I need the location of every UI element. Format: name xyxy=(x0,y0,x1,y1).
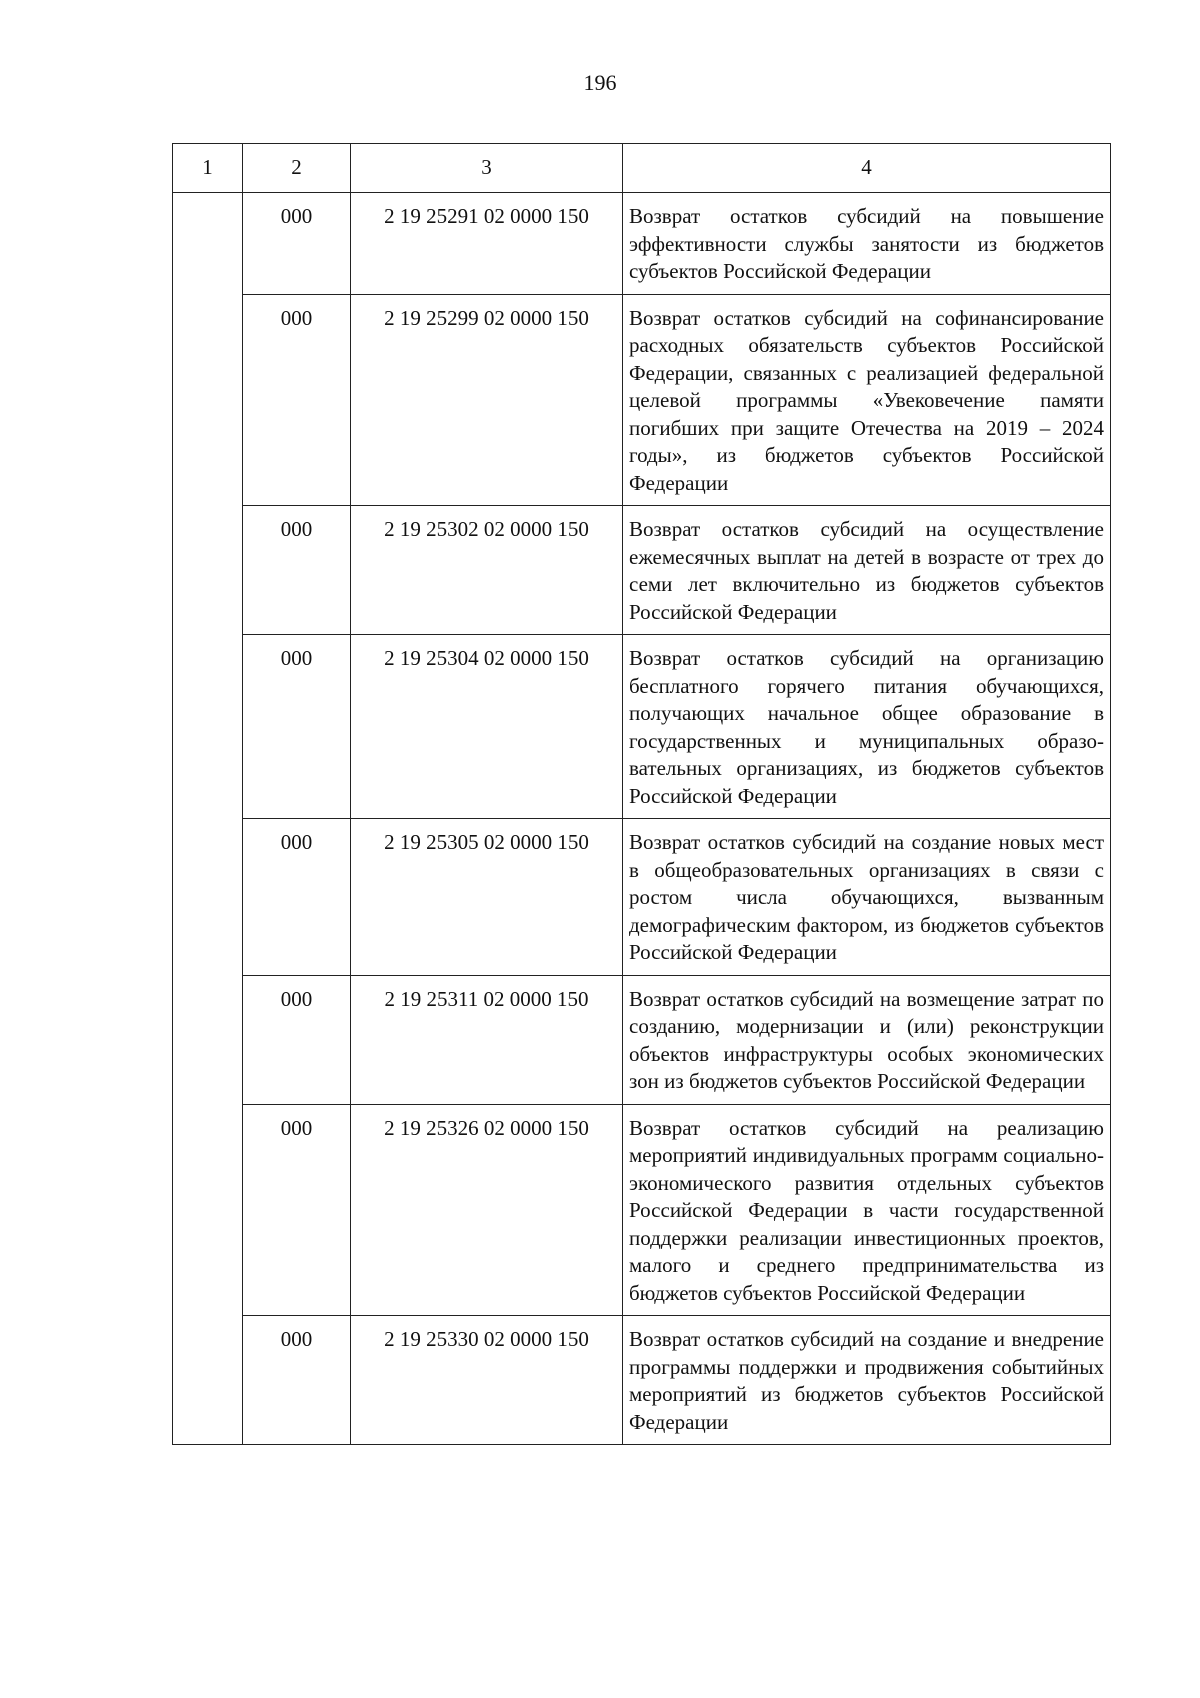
description-cell: Возврат остатков субсидий на повышение эффективности службы занятости из бюджетов субъектов Российской Федерации xyxy=(623,193,1111,295)
admin-code-cell: 000 xyxy=(243,506,351,635)
admin-code-cell: 000 xyxy=(243,635,351,819)
admin-code-cell: 000 xyxy=(243,975,351,1104)
income-code-cell: 2 19 25304 02 0000 150 xyxy=(351,635,623,819)
table-row xyxy=(173,1104,1111,1316)
income-code-cell: 2 19 25302 02 0000 150 xyxy=(351,506,623,635)
income-code-cell: 2 19 25330 02 0000 150 xyxy=(351,1316,623,1445)
admin-code-cell: 000 xyxy=(243,294,351,506)
income-code-cell: 2 19 25311 02 0000 150 xyxy=(351,975,623,1104)
admin-code-cell: 000 xyxy=(243,1104,351,1316)
table-body xyxy=(173,193,1111,1445)
income-code-cell: 2 19 25326 02 0000 150 xyxy=(351,1104,623,1316)
description-cell: Возврат остатков субсидий на реализацию мероприятий индивидуальных программ социально-экономического развития отдельных субъектов Российской Федерации в части государственной поддержки реализации инвестиционных проектов, малого и среднего предпринимательства из бюджетов субъектов Российской Федерации xyxy=(623,1104,1111,1316)
budget-code-table xyxy=(172,143,1111,1445)
header-col-4: 4 xyxy=(623,144,1111,193)
header-col-1: 1 xyxy=(173,144,243,193)
admin-code-cell: 000 xyxy=(243,819,351,976)
header-col-2: 2 xyxy=(243,144,351,193)
header-col-3: 3 xyxy=(351,144,623,193)
merged-empty-cell xyxy=(173,193,243,1445)
table-row xyxy=(173,193,1111,295)
description-cell: Возврат остатков субсидий на создание новых мест в общеобразовательных организациях в связи с ростом числа обучающихся, вызванным демографическим фактором, из бюджетов субъектов Российской Федерации xyxy=(623,819,1111,976)
table-header xyxy=(173,144,1111,193)
description-cell: Возврат остатков субсидий на организацию бесплатного горячего питания обучающихся, получающих начальное общее образование в государственных и муниципальных образовательных организациях, из бюджетов субъектов Российской Федерации xyxy=(623,635,1111,819)
page-number: 196 xyxy=(583,70,617,95)
income-code-cell: 2 19 25291 02 0000 150 xyxy=(351,193,623,295)
admin-code-cell: 000 xyxy=(243,193,351,295)
table-row xyxy=(173,506,1111,635)
header-row xyxy=(173,144,1111,193)
table-row xyxy=(173,975,1111,1104)
description-cell: Возврат остатков субсидий на софинансирование расходных обязательств субъектов Российской Федерации, связанных с реализацией федеральной целевой программы «Увековечение памяти погибших при защите Отечества на 2019 – 2024 годы», из бюджетов субъектов Российской Федерации xyxy=(623,294,1111,506)
table-row xyxy=(173,635,1111,819)
description-cell: Возврат остатков субсидий на осуществление ежемесячных выплат на детей в возрасте от трех до семи лет включительно из бюджетов субъектов Российской Федерации xyxy=(623,506,1111,635)
table-row xyxy=(173,1316,1111,1445)
admin-code-cell: 000 xyxy=(243,1316,351,1445)
description-cell: Возврат остатков субсидий на создание и внедрение программы поддержки и продвижения событийных мероприятий из бюджетов субъектов Российской Федерации xyxy=(623,1316,1111,1445)
table-row xyxy=(173,819,1111,976)
description-cell: Возврат остатков субсидий на возмещение затрат по созданию, модернизации и (или) реконструкции объектов инфраструктуры особых экономических зон из бюджетов субъектов Российской Федерации xyxy=(623,975,1111,1104)
table-row xyxy=(173,294,1111,506)
income-code-cell: 2 19 25299 02 0000 150 xyxy=(351,294,623,506)
income-code-cell: 2 19 25305 02 0000 150 xyxy=(351,819,623,976)
